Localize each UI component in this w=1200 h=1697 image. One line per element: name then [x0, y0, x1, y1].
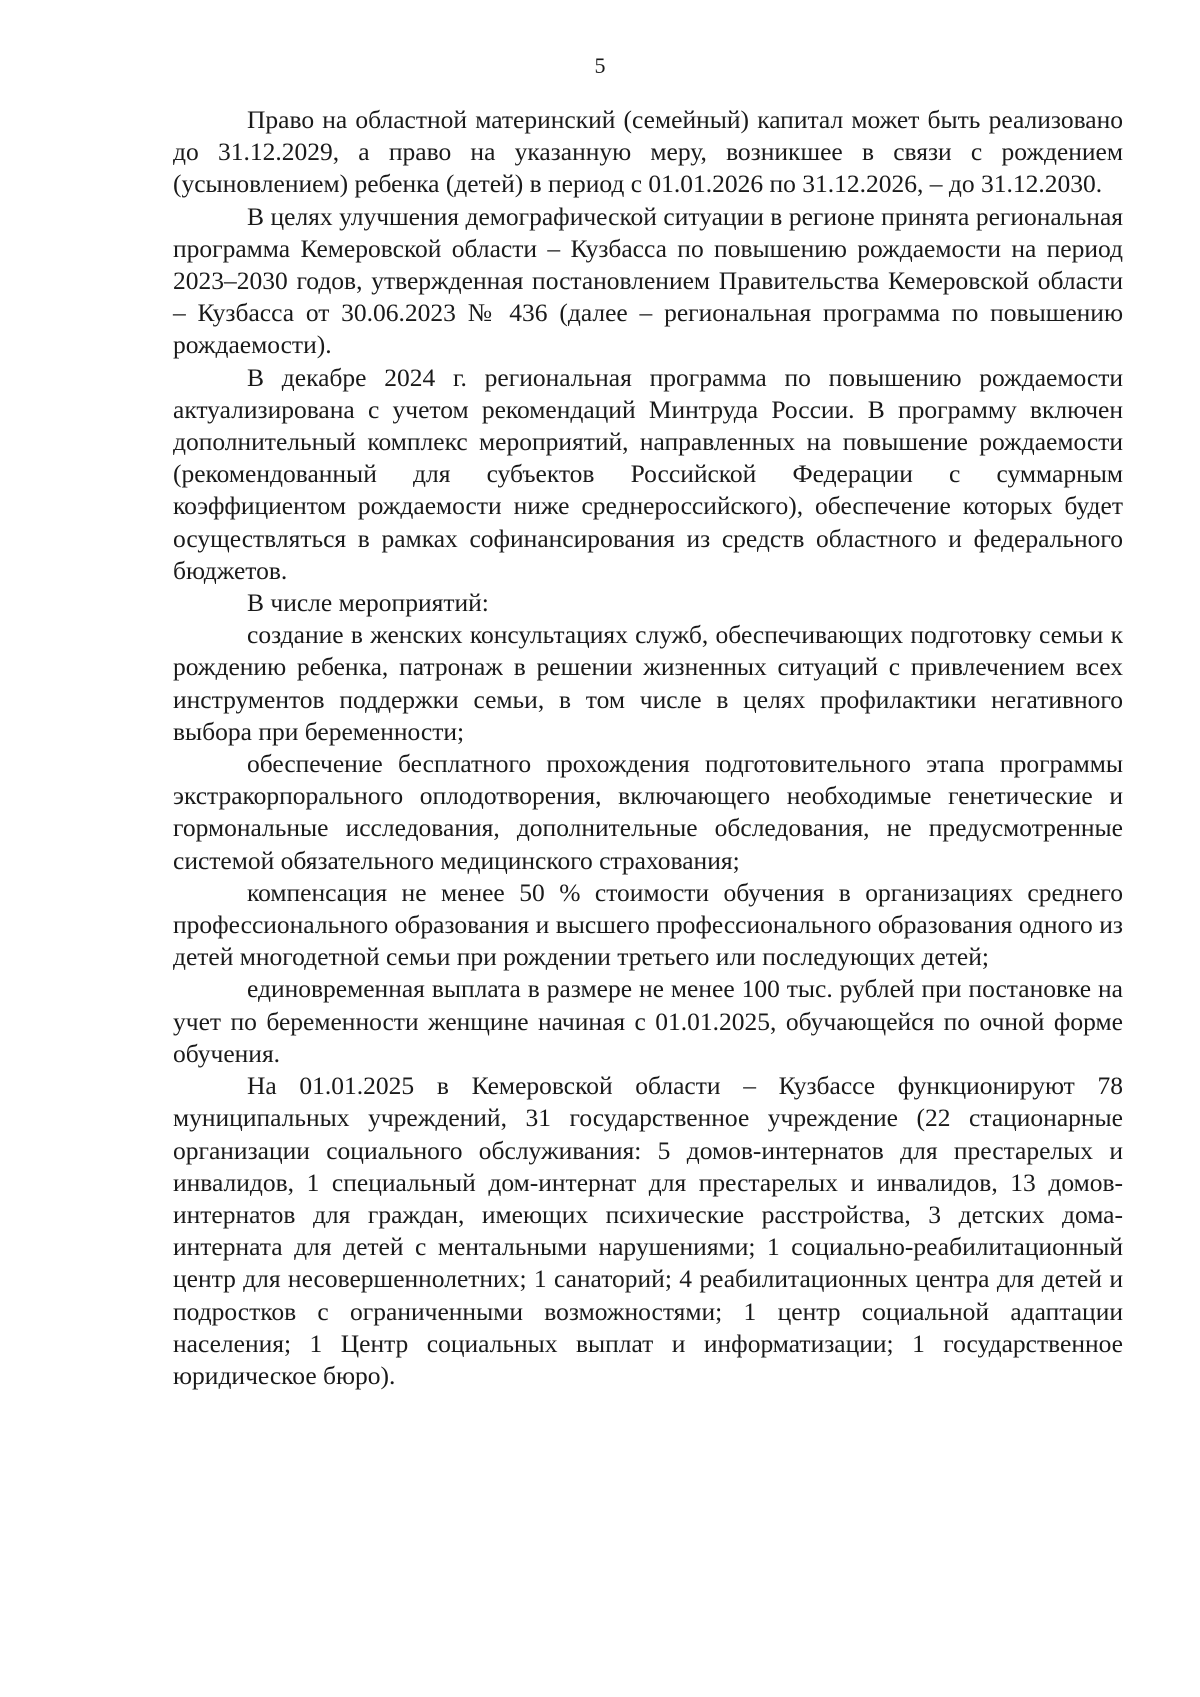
paragraph-regional-program: В целях улучшения демографической ситуации в регионе принята региональная программа Кемеровской области – Кузбасса по повышению рождаемости на период 2023–2030 годов, утвержденная постановлением Правительства Кемеровской области – Кузбасса от 30.06.2023 № 436 (далее – региональная программа по повышению рождаемости).	[173, 201, 1123, 360]
paragraph-institutions: На 01.01.2025 в Кемеровской области – Кузбассе функционируют 78 муниципальных учреждений, 31 государственное учреждение (22 стационарные организации социального обслуживания: 5 домов-интернатов для престарелых и инвалидов, 1 специальный дом-интернат для престарелых и инвалидов, 13 домов-интернатов для граждан, имеющих психические расстройства, 3 детских дома-интерната для детей с ментальными нарушениями; 1 социально-реабилитационный центр для несовершеннолетних; 1 санаторий; 4 реабилитационных центра для детей и подростков с ограниченными возможностями; 1 центр социальной адаптации населения; 1 Центр социальных выплат и информатизации; 1 государственное юридическое бюро).	[173, 1071, 1123, 1390]
page-number: 5	[594, 53, 606, 78]
paragraph-measures-intro: В числе мероприятий:	[247, 588, 489, 618]
list-item-consultation-services: создание в женских консультациях служб, обеспечивающих подготовку семьи к рождению ребенка, патронаж в решении жизненных ситуаций с привлечением всех инструментов поддержки семьи, в том числе в целях профилактики негативного выбора при беременности;	[173, 620, 1123, 746]
list-item-ivf-preparation: обеспечение бесплатного прохождения подготовительного этапа программы экстракорпорального оплодотворения, включающего необходимые генетические и гормональные исследования, дополнительные обследования, не предусмотренные системой обязательного медицинского страхования;	[173, 749, 1123, 875]
list-item-lump-sum-payment: единовременная выплата в размере не менее 100 тыс. рублей при постановке на учет по беременности женщине начиная с 01.01.2025, обучающейся по очной форме обучения.	[173, 974, 1123, 1068]
document-body	[173, 104, 1123, 1392]
paragraph-program-update: В декабре 2024 г. региональная программа по повышению рождаемости актуализирована с учетом рекомендаций Минтруда России. В программу включен дополнительный комплекс мероприятий, направленных на повышение рождаемости (рекомендованный для субъектов Российской Федерации с суммарным коэффициентом рождаемости ниже среднероссийского), обеспечение которых будет осуществляться в рамках софинансирования из средств областного и федерального бюджетов.	[173, 362, 1123, 585]
list-item-tuition-compensation: компенсация не менее 50 % стоимости обучения в организациях среднего профессионального образования и высшего профессионального образования одного из детей многодетной семьи при рождении третьего или последующих детей;	[173, 877, 1123, 972]
paragraph-family-capital: Право на областной материнский (семейный) капитал может быть реализовано до 31.12.2029, а право на указанную меру, возникшее в связи с рождением (усыновлением) ребенка (детей) в период с 01.01.2026 по 31.12.2026, – до 31.12.2030.	[173, 105, 1123, 199]
